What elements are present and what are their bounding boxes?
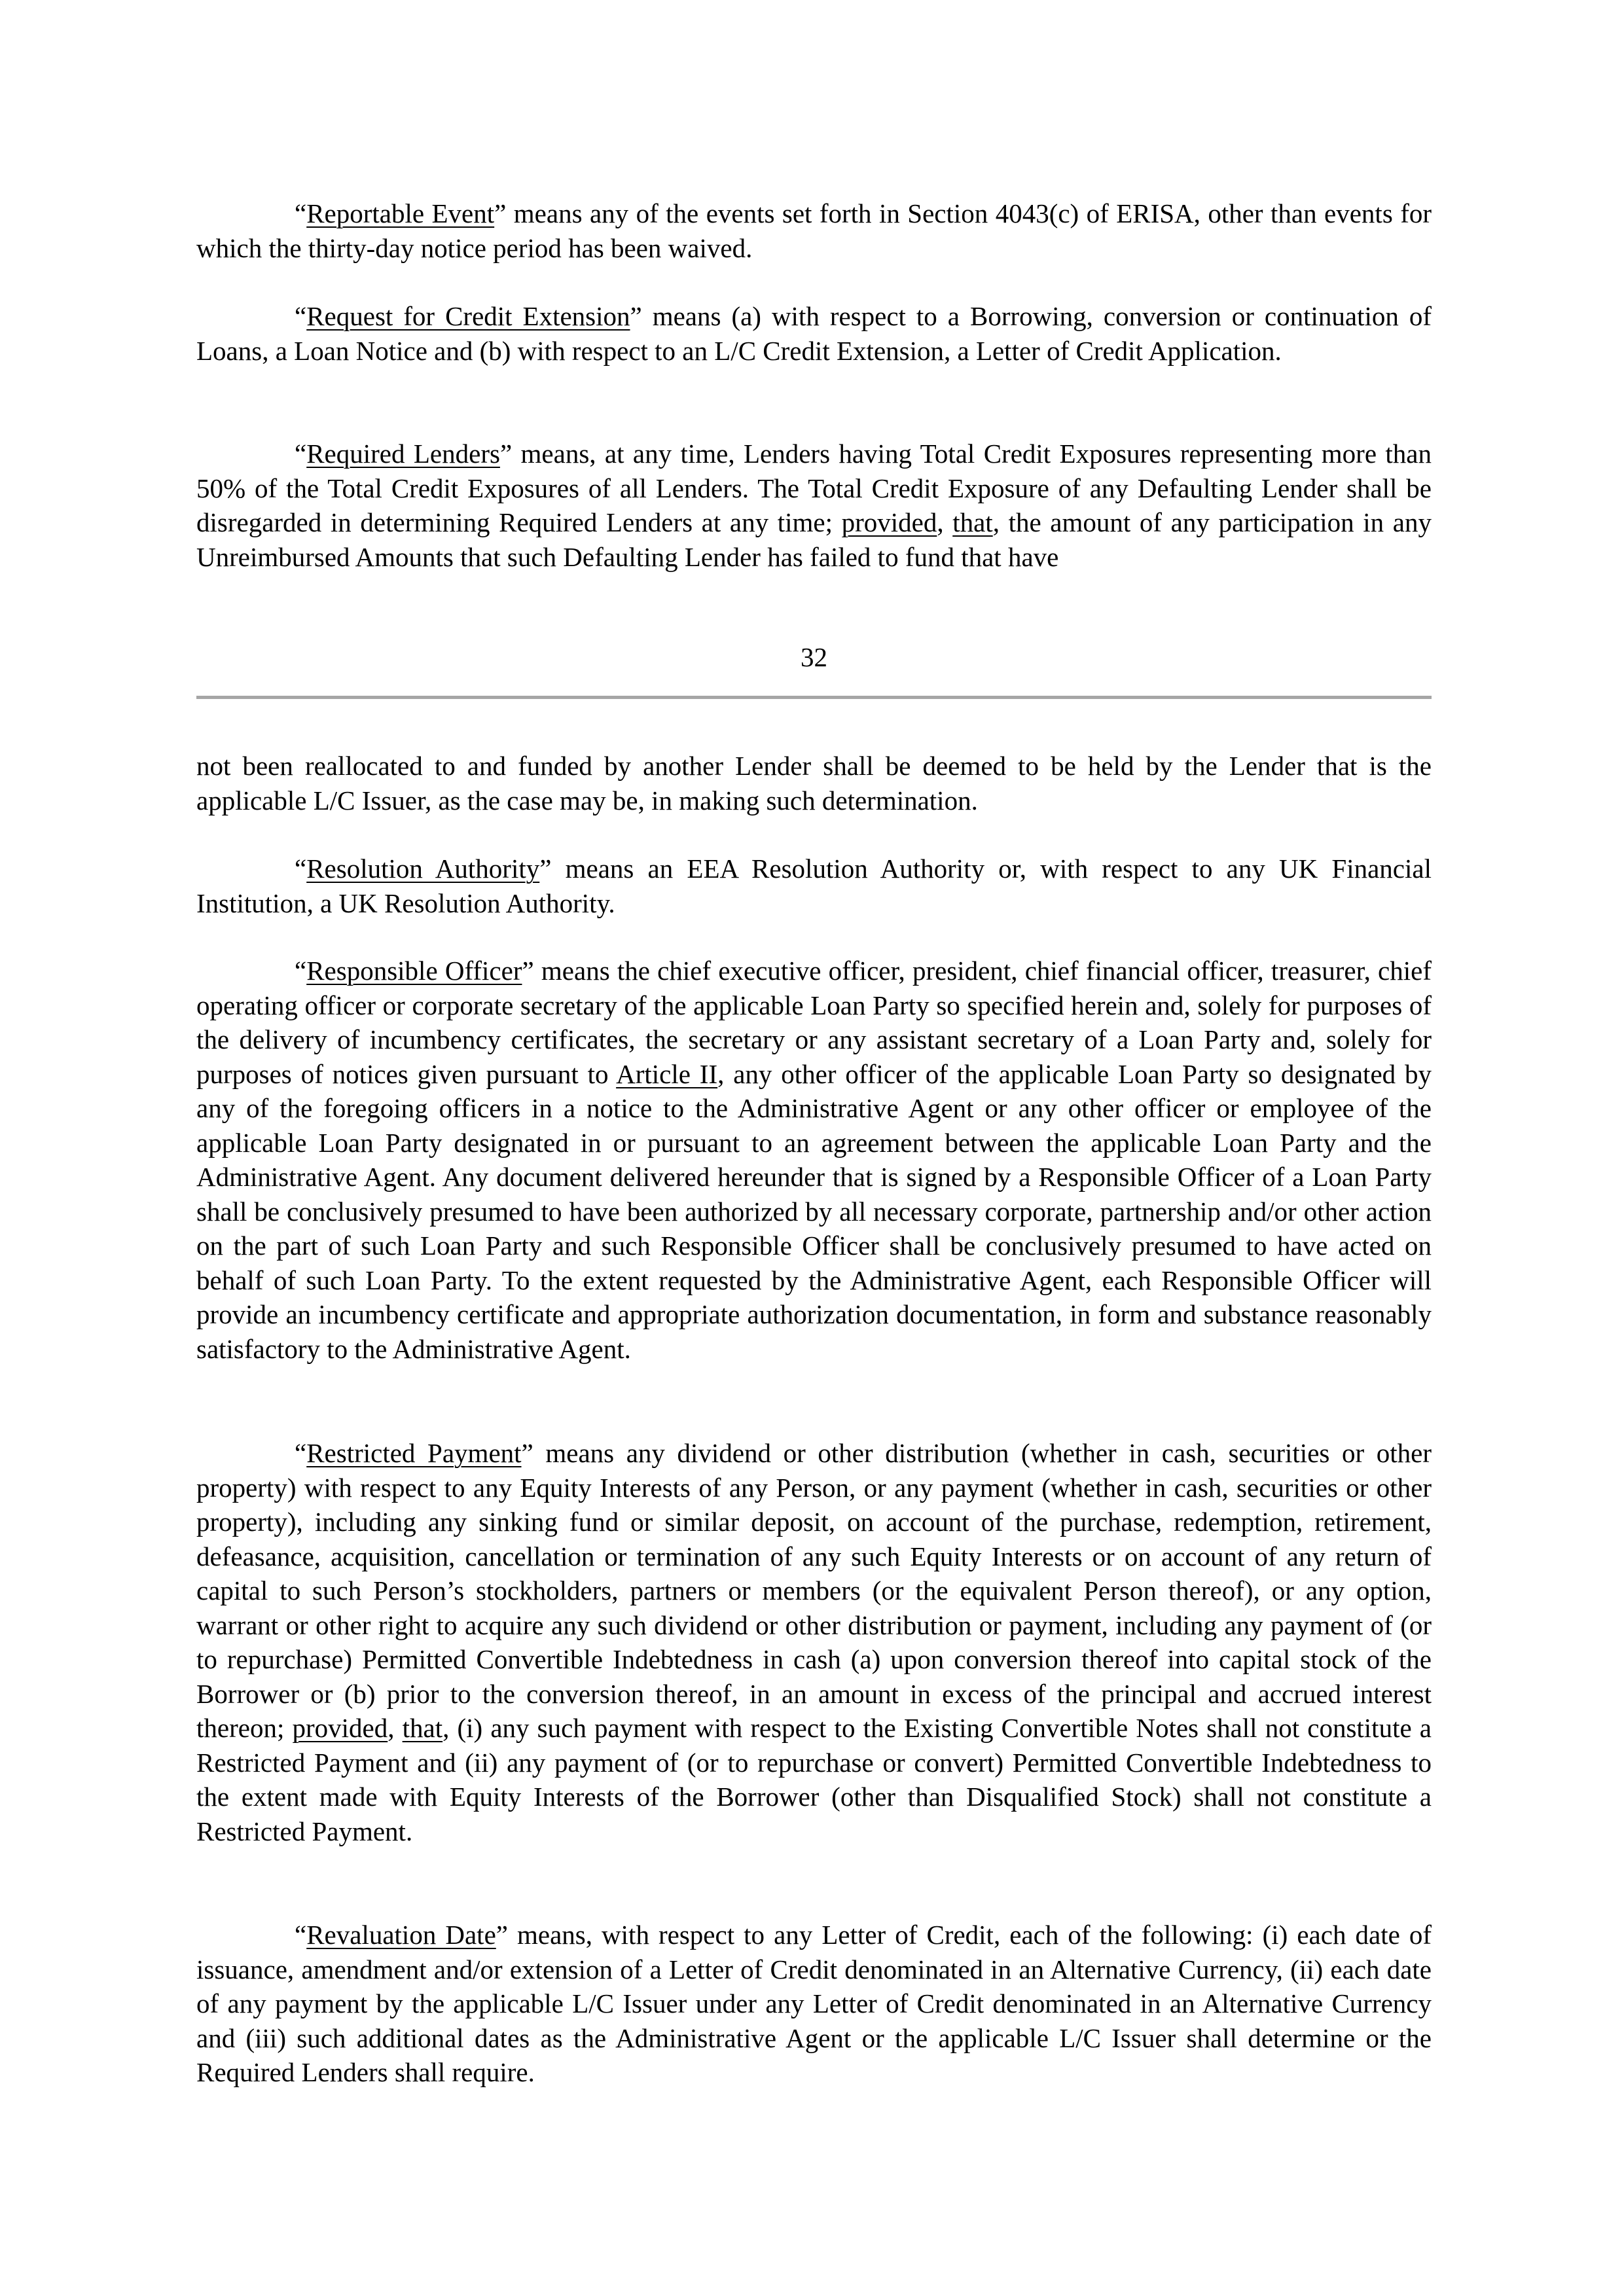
provided-term: provided (841, 507, 937, 537)
definition-restricted-payment: “Restricted Payment” means any dividend or other distribution (whether in cash, securities or other property) with respect to any Equity Interests of any Person, or any payment (whether in cash, securities or other property), including any sinking fund or similar deposit, on account of the purchase, redemption, retirement, defeasance, acquisition, cancellation or termination of any such Equity Interests or on account of any return of capital to such Person’s stockholders, partners or members (or the equivalent Person thereof), or any option, warrant or other right to acquire any such dividend or other distribution or payment, including any payment of (or to repurchase) Permitted Convertible Indebtedness in cash (a) upon conversion thereof into capital stock of the Borrower or (b) prior to the conversion thereof, in an amount in excess of the principal and accrued interest thereon; provided, that, (i) any such payment with respect to the Existing Convertible Notes shall not constitute a Restricted Payment and (ii) any payment of (or to repurchase or convert) Permitted Convertible Indebtedness to the extent made with Equity Interests of the Borrower (other than Disqualified Stock) shall not constitute a Restricted Payment. (196, 1438, 1432, 1846)
definition-resolution-authority: “Resolution Authority” means an EEA Resolution Authority or, with respect to any UK Financial Institution, a UK Resolution Authority. (196, 853, 1432, 918)
defined-term: Revaluation Date (306, 1920, 496, 1950)
definition-required-lenders-continuation (196, 749, 1432, 817)
article-reference-link: Article II (616, 1058, 718, 1089)
definition-text-continued: , any other officer of the applicable Loan Party so designated by any of the foregoing officers in a notice to the Administrative Agent or any other officer or employee of the applicable Loan Party designated in or pursuant to an agreement between the applicable Loan Party and the Administrative Agent. Any document delivered hereunder that is signed by a Responsible Officer of a Loan Party shall be conclusively presumed to have been authorized by all necessary corporate, partnership and/or other action on the part of such Loan Party and such Responsible Officer shall be conclusively presumed to have acted on behalf of such Loan Party. To the extent requested by the Administrative Agent, each Responsible Officer will provide an incumbency certificate and appropriate authorization documentation, in form and substance reasonably satisfactory to the Administrative Agent. (196, 1058, 1432, 1364)
definition-request-for-credit-extension: “Request for Credit Extension” means (a) with respect to a Borrowing, conversion or continuation of Loans, a Loan Notice and (b) with respect to an L/C Credit Extension, a Letter of Credit Application. (196, 301, 1432, 366)
page-number: 32 (801, 642, 827, 672)
defined-term: Request for Credit Extension (306, 301, 630, 331)
defined-term: Resolution Authority (306, 853, 540, 884)
separator-text: , (388, 1713, 403, 1743)
page-break-divider (196, 696, 1432, 699)
definition-text: means the chief executive officer, president, chief financial officer, treasurer, chief operating officer or corporate secretary of the applicable Loan Party so specified herein and, solely for purposes of the delivery of incumbency certificates, the secretary or any assistant secretary of a Loan Party and, solely for purposes of notices given pursuant to (196, 956, 1432, 1089)
definition-revaluation-date: “Revaluation Date” means, with respect to any Letter of Credit, each of the following: (i) each date of issuance, amendment and/or extension of a Letter of Credit denominated in an Alternative Currency, (ii) each date of any payment by the applicable L/C Issuer under any Letter of Credit denominated in an Alternative Currency and (iii) such additional dates as the Administrative Agent or the applicable L/C Issuer shall determine or the Required Lenders shall require. (196, 1920, 1432, 2087)
definition-text: means (a) with respect to a Borrowing, conversion or continuation of Loans, a Loan Notice and (b) with respect to an L/C Credit Extension, a Letter of Credit Application. (196, 301, 1432, 366)
definition-text: means any dividend or other distribution (whether in cash, securities or other property) with respect to any Equity Interests of any Person, or any payment (whether in cash, securities or other property), including any sinking fund or similar deposit, on account of the purchase, redemption, retirement, defeasance, acquisition, cancellation or termination of any such Equity Interests or on account of any return of capital to such Person’s stockholders, partners or members (or the equivalent Person thereof), or any option, warrant or other right to acquire any such dividend or other distribution or payment, including any payment of (or to repurchase) Permitted Convertible Indebtedness in cash (a) upon conversion thereof into capital stock of the Borrower or (b) prior to the conversion thereof, in an amount in excess of the principal and accrued interest thereon; (196, 1438, 1432, 1743)
provided-term: provided (292, 1713, 388, 1743)
definition-required-lenders: “Required Lenders” means, at any time, Lenders having Total Credit Exposures representing more than 50% of the Total Credit Exposures of all Lenders. The Total Credit Exposure of any Defaulting Lender shall be disregarded in determining Required Lenders at any time; provided, that, the amount of any participation in any Unreimbursed Amounts that such Defaulting Lender has failed to fund that have (196, 439, 1432, 572)
definition-text-continued: , (i) any such payment with respect to the Existing Convertible Notes shall not constitute a Restricted Payment and (ii) any payment of (or to repurchase or convert) Permitted Convertible Indebtedness to the extent made with Equity Interests of the Borrower (other than Disqualified Stock) shall not constitute a Restricted Payment. (196, 1713, 1432, 1846)
definition-text-continued: , the amount of any participation in any Unreimbursed Amounts that such Defaulting Lender has failed to fund that have (196, 507, 1432, 572)
definition-responsible-officer: “Responsible Officer” means the chief executive officer, president, chief financial officer, treasurer, chief operating officer or corporate secretary of the applicable Loan Party so specified herein and, solely for purposes of the delivery of incumbency certificates, the secretary or any assistant secretary of a Loan Party and, solely for purposes of notices given pursuant to Article II, any other officer of the applicable Loan Party so designated by any of the foregoing officers in a notice to the Administrative Agent or any other officer or employee of the applicable Loan Party designated in or pursuant to an agreement between the applicable Loan Party and the Administrative Agent. Any document delivered hereunder that is signed by a Responsible Officer of a Loan Party shall be conclusively presumed to have been authorized by all necessary corporate, partnership and/or other action on the part of such Loan Party and such Responsible Officer shall be conclusively presumed to have acted on behalf of such Loan Party. To the extent requested by the Administrative Agent, each Responsible Officer will provide an incumbency certificate and appropriate authorization documentation, in form and substance reasonably satisfactory to the Administrative Agent. (196, 956, 1432, 1364)
continuation-text: not been reallocated to and funded by another Lender shall be deemed to be held by the Lender that is the applicable L/C Issuer, as the case may be, in making such determination. (196, 751, 1432, 816)
defined-term: Restricted Payment (306, 1438, 522, 1468)
defined-term: Required Lenders (306, 439, 500, 469)
definition-text: means an EEA Resolution Authority or, with respect to any UK Financial Institution, a UK Resolution Authority. (196, 853, 1432, 918)
that-term: that (952, 507, 993, 537)
definition-text: means, at any time, Lenders having Total Credit Exposures representing more than 50% of the Total Credit Exposures of all Lenders. The Total Credit Exposure of any Defaulting Lender shall be disregarded in determining Required Lenders at any time; (196, 439, 1432, 537)
that-term: that (402, 1713, 443, 1743)
definition-reportable-event: “Reportable Event” means any of the events set forth in Section 4043(c) of ERISA, other than events for which the thirty-day notice period has been waived. (196, 198, 1432, 263)
separator-text: , (937, 507, 953, 537)
definition-text: means any of the events set forth in Section 4043(c) of ERISA, other than events for which the thirty-day notice period has been waived. (196, 198, 1432, 263)
defined-term: Reportable Event (306, 198, 495, 228)
defined-term: Responsible Officer (306, 956, 522, 986)
definition-text: means, with respect to any Letter of Credit, each of the following: (i) each date of issuance, amendment and/or extension of a Letter of Credit denominated in an Alternative Currency, (ii) each date of any payment by the applicable L/C Issuer under any Letter of Credit denominated in an Alternative Currency and (iii) such additional dates as the Administrative Agent or the applicable L/C Issuer shall determine or the Required Lenders shall require. (196, 1920, 1432, 2087)
